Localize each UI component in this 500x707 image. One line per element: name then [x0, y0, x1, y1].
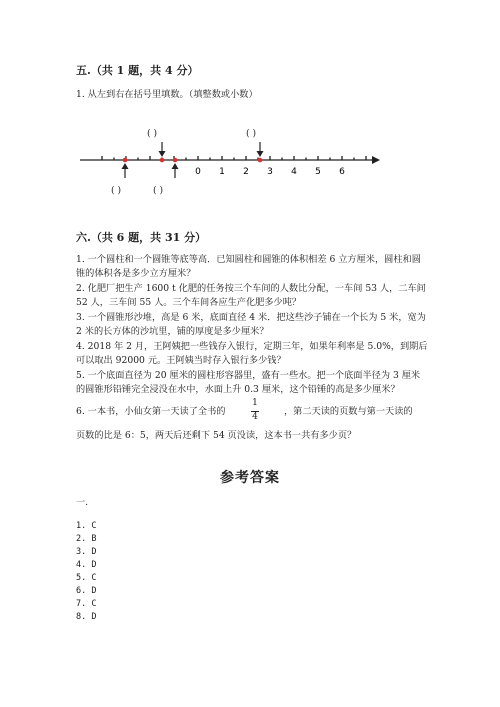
answer-item-2: 2. B: [76, 534, 97, 544]
tick-label-5: 5: [315, 167, 321, 177]
section-6-question-3: 3. 一个圆锥形沙堆，高是 6 米，底面直径 4 米．把这些沙子铺在一个长为 5 米，宽为 2 米的长方体的沙坑里，铺的厚度是多少厘米？: [76, 312, 426, 337]
section-6-question-6-line-2: 页数的比是 6：5，两天后还剩下 54 页没读，这本书一共有多少页？: [76, 430, 357, 441]
answers-section-label: 一.: [76, 497, 89, 508]
answer-item-8: 8. D: [76, 612, 97, 622]
section-6-question-1: 1. 一个圆柱和一个圆锥等底等高．已知圆柱和圆锥的体积相差 6 立方厘米，圆柱和圆锥的体积各是多少立方厘米？: [76, 254, 421, 279]
answer-item-3: 3. D: [76, 547, 97, 557]
marker-point-2: [160, 158, 165, 163]
section-5-question-1: 1. 从左到右在括号里填数。（填整数或小数）: [76, 89, 258, 100]
tick-label-6: 6: [339, 167, 345, 177]
paren-below-1: ( ): [111, 185, 122, 196]
section-6-question-6-part-1: 6. 一本书，小仙女第一天读了全书的: [76, 406, 226, 417]
tick-label-4: 4: [291, 167, 297, 177]
section-5-title: 五.（共 1 题，共 4 分）: [76, 64, 199, 77]
section-6-title: 六.（共 6 题，共 31 分）: [76, 231, 207, 244]
answer-item-6: 6. D: [76, 586, 97, 596]
answer-item-1: 1. C: [76, 521, 97, 531]
paren-above-2: ( ): [246, 128, 257, 139]
marker-point-3: [173, 158, 178, 163]
number-line-arrowhead: [372, 156, 380, 164]
paren-below-2: ( ): [153, 185, 164, 196]
marker-point-4: [258, 158, 263, 163]
section-6-question-5: 5. 一个底面直径为 20 厘米的圆柱形容器里，盛有一些水。把一个底面半径为 3 厘米的圆锥形铅锤完全浸没在水中，水面上升 0.3 厘米，这个铅锤的高是多少厘米？: [76, 370, 421, 395]
marker-point-1: [123, 158, 128, 163]
tick-label-1: 1: [219, 167, 225, 177]
paren-above-1: ( ): [147, 128, 158, 139]
fraction-denominator: 4: [252, 412, 258, 422]
answers-title: 参考答案: [220, 470, 280, 486]
tick-label-3: 3: [267, 167, 273, 177]
arrow-up-1-head: [122, 163, 129, 169]
tick-label-2: 2: [243, 167, 249, 177]
answer-item-5: 5. C: [76, 573, 97, 583]
tick-label-0: 0: [195, 167, 201, 177]
arrow-down-2-head: [257, 151, 264, 157]
answer-item-7: 7. C: [76, 599, 97, 609]
arrow-down-1-head: [159, 151, 166, 157]
fraction-numerator: 1: [252, 398, 258, 408]
section-6-question-2: 2. 化肥厂把生产 1600 t 化肥的任务按三个车间的人数比分配，一车间 53 人，二车间 52 人，三车间 55 人。三个车间各应生产化肥多少吨？: [76, 283, 426, 308]
arrow-up-2-head: [172, 163, 179, 169]
answer-item-4: 4. D: [76, 560, 97, 570]
section-6-question-4: 4. 2018 年 2 月，王阿姨把一些钱存入银行，定期三年，如果年利率是 5.0%，到期后可以取出 92000 元。王阿姨当时存入银行多少钱？: [76, 341, 428, 366]
section-6-question-6-part-2: ，第二天读的页数与第一天读的: [284, 406, 413, 417]
